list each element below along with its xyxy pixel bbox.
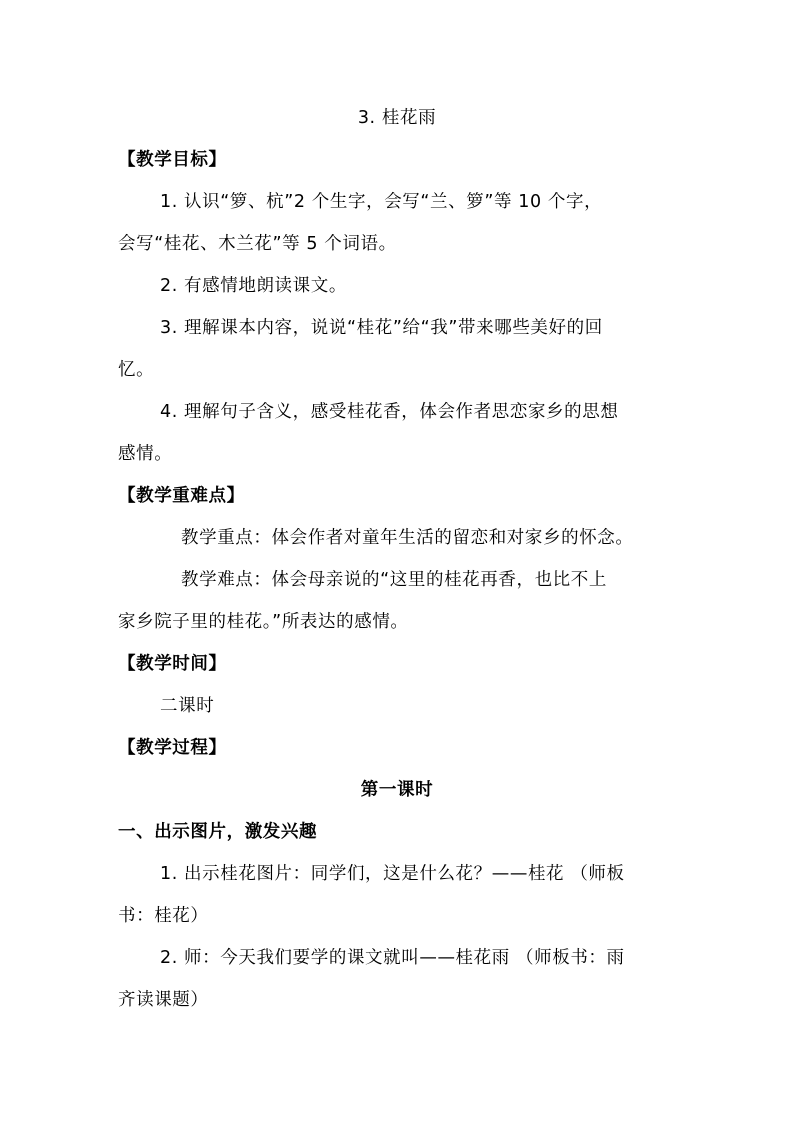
- step-1-line-1: 1. 出示桂花图片：同学们，这是什么花？——桂花 （师板: [160, 864, 625, 884]
- time-value: 二课时: [160, 696, 215, 716]
- step-1-line-2: 书：桂花）: [118, 906, 209, 926]
- objective-3-line-1: 3. 理解课本内容，说说“桂花”给“我”带来哪些美好的回: [160, 318, 603, 338]
- teaching-difficulty-line-2: 家乡院子里的桂花。”所表达的感情。: [118, 612, 409, 632]
- step-2-line-2: 齐读课题）: [118, 990, 209, 1010]
- objective-1-line-1: 1. 认识“箩、杭”2 个生字，会写“兰、箩”等 10 个字，: [160, 192, 603, 212]
- process-heading: 【教学过程】: [118, 738, 227, 758]
- objective-4-line-2: 感情。: [118, 444, 173, 464]
- objectives-heading: 【教学目标】: [118, 150, 227, 170]
- objective-1-line-2: 会写“桂花、木兰花”等 5 个词语。: [118, 234, 397, 254]
- objective-3-line-2: 忆。: [118, 360, 155, 380]
- step-2-line-1: 2. 师：今天我们要学的课文就叫——桂花雨 （师板书：雨: [160, 948, 625, 968]
- objective-4-line-1: 4. 理解句子含义，感受桂花香，体会作者思恋家乡的思想: [160, 402, 619, 422]
- key-points-heading: 【教学重难点】: [118, 486, 245, 506]
- time-heading: 【教学时间】: [118, 654, 227, 674]
- lesson-title: 第一课时: [360, 780, 434, 800]
- teaching-difficulty-line-1: 教学难点：体会母亲说的“这里的桂花再香，也比不上: [181, 570, 607, 590]
- teaching-focus: 教学重点：体会作者对童年生活的留恋和对家乡的怀念。: [181, 528, 634, 548]
- document-title: 3. 桂花雨: [357, 108, 437, 128]
- objective-2: 2. 有感情地朗读课文。: [160, 276, 347, 296]
- part-1-heading: 一、出示图片，激发兴趣: [118, 822, 318, 842]
